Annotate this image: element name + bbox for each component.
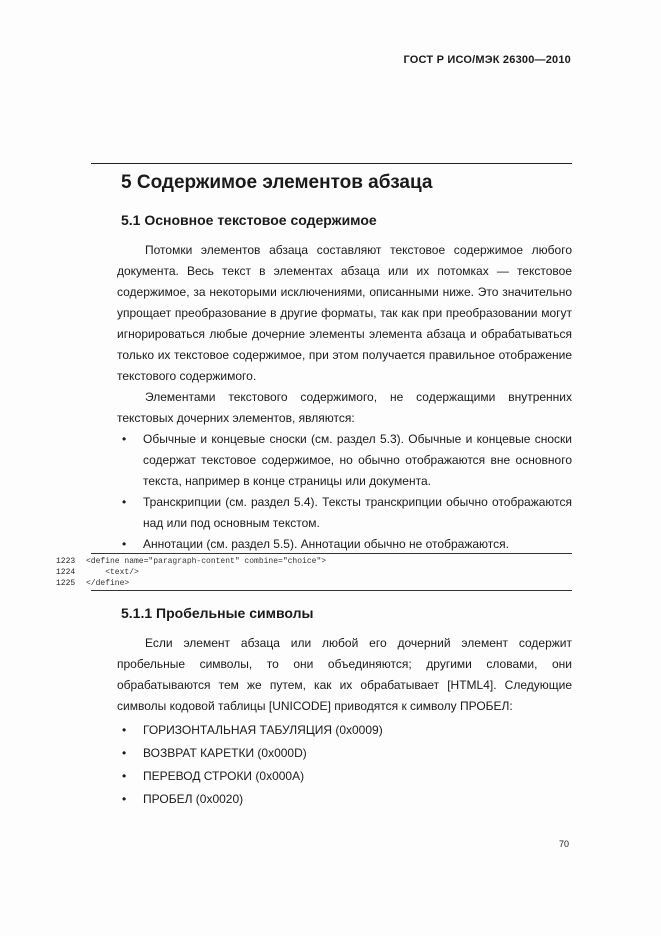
code-line bbox=[56, 578, 326, 589]
bullet-icon: • bbox=[122, 746, 127, 760]
list-item-text: ПРОБЕЛ (0x0020) bbox=[143, 792, 244, 806]
line-number: 1224 bbox=[56, 568, 76, 577]
standard-header: ГОСТ Р ИСО/МЭК 26300—2010 bbox=[403, 54, 571, 66]
paragraph: Элементами текстового содержимого, не содержащими внутренних текстовых дочерних элементов, являются: bbox=[117, 390, 572, 425]
code-text: <text/> bbox=[86, 568, 139, 577]
list-item-text: ГОРИЗОНТАЛЬНАЯ ТАБУЛЯЦИЯ (0x0009) bbox=[143, 723, 383, 737]
list-item bbox=[117, 429, 572, 492]
list-item-text: ПЕРЕВОД СТРОКИ (0x000A) bbox=[143, 769, 305, 783]
code-text: </define> bbox=[86, 579, 130, 588]
code-line bbox=[56, 556, 326, 567]
section-divider bbox=[91, 163, 572, 164]
list-item-text: Обычные и концевые сноски (см. раздел 5.3). Обычные и концевые сноски содержат текстовое содержимое, но обычно отображаются вне основного текста, например в конце страницы или документа. bbox=[143, 432, 572, 488]
subsection-title: 5.1.1 Пробельные символы bbox=[121, 605, 314, 621]
code-text: <define name="paragraph-content" combine="choice"> bbox=[86, 557, 327, 566]
section-title: 5 Содержимое элементов абзаца bbox=[121, 172, 433, 193]
bullet-icon: • bbox=[122, 432, 127, 446]
list-item bbox=[117, 720, 572, 741]
code-listing bbox=[56, 556, 326, 589]
bullet-icon: • bbox=[122, 792, 127, 806]
bullet-icon: • bbox=[122, 769, 127, 783]
list-item-text: ВОЗВРАТ КАРЕТКИ (0x000D) bbox=[143, 746, 307, 760]
list-item bbox=[117, 743, 572, 764]
list-item bbox=[117, 789, 572, 810]
subsection-title: 5.1 Основное текстовое содержимое bbox=[121, 212, 377, 228]
paragraph: Потомки элементов абзаца составляют текстовое содержимое любого документа. Весь текст в элементах абзаца или их потомках — текстовое содержимое, за некоторыми исключениями, описанными ниже. Это значительно упрощает преобразование в другие форматы, так как при преобразовании могут игнорироваться любые дочерние элементы элемента абзаца и обрабатываться только их текстовое содержимое, при этом получается правильное отображение текстового содержимого. bbox=[117, 243, 572, 383]
list-item bbox=[117, 534, 572, 555]
line-number: 1223 bbox=[56, 557, 76, 566]
code-top-rule bbox=[91, 553, 572, 554]
list-item-text: Аннотации (см. раздел 5.5). Аннотации обычно не отображаются. bbox=[143, 537, 509, 551]
character-list bbox=[117, 720, 572, 812]
bullet-icon: • bbox=[122, 723, 127, 737]
code-line bbox=[56, 567, 326, 578]
bullet-icon: • bbox=[122, 537, 127, 551]
list-item bbox=[117, 492, 572, 534]
list-item-text: Транскрипции (см. раздел 5.4). Тексты транскрипции обычно отображаются над или под основным текстом. bbox=[143, 495, 572, 530]
page-number: 70 bbox=[558, 839, 569, 849]
list-item bbox=[117, 766, 572, 787]
code-bottom-rule bbox=[91, 590, 572, 591]
line-number: 1225 bbox=[56, 579, 76, 588]
bullet-icon: • bbox=[122, 495, 127, 509]
bullet-list bbox=[117, 429, 572, 555]
paragraph: Если элемент абзаца или любой его дочерний элемент содержит пробельные символы, то они объединяются; другими словами, они обрабатываются тем же путем, как их обрабатывает [HTML4]. Следующие символы кодовой таблицы [UNICODE] приводятся к символу ПРОБЕЛ: bbox=[117, 636, 572, 713]
